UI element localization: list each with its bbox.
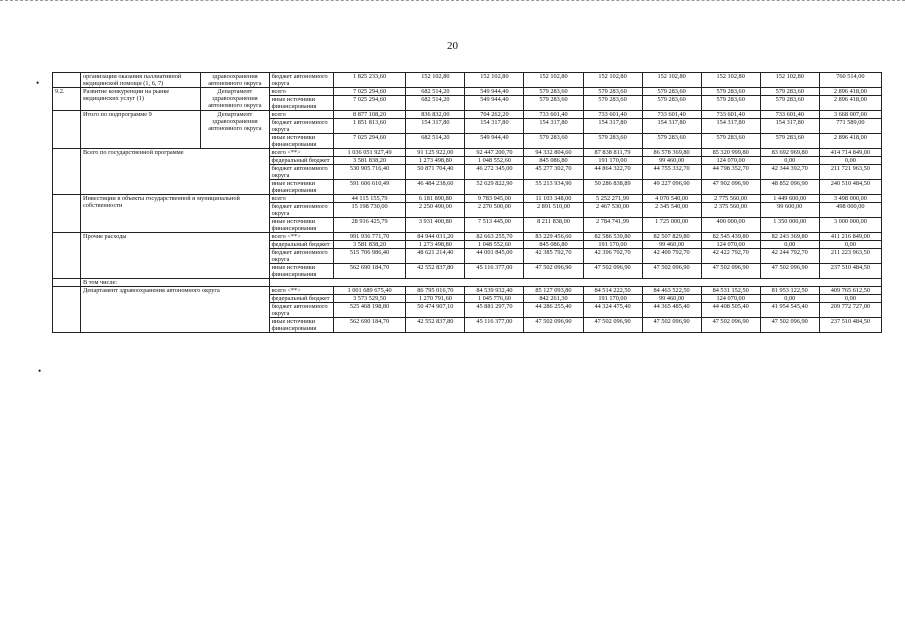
amount-cell: 579 283,60 xyxy=(524,134,583,149)
amount-cell: 2 345 540,00 xyxy=(642,203,701,218)
amount-cell: 191 170,00 xyxy=(583,295,642,303)
amount-cell: 154 317,80 xyxy=(583,119,642,134)
amount-cell: 50 286 838,89 xyxy=(583,180,642,195)
amount-cell: 44 755 332,70 xyxy=(642,165,701,180)
amount-cell: 579 283,60 xyxy=(642,96,701,111)
amount-cell: 55 213 934,90 xyxy=(524,180,583,195)
amount-cell: 414 714 849,00 xyxy=(819,149,881,157)
amount-cell: 0,00 xyxy=(819,157,881,165)
funding-source: иные источники финансирования xyxy=(269,180,333,195)
amount-cell: 1 048 552,60 xyxy=(465,241,524,249)
amount-cell: 1 350 000,00 xyxy=(760,218,819,233)
amount-cell: 42 396 792,70 xyxy=(583,249,642,264)
funding-source: федеральный бюджет xyxy=(269,241,333,249)
amount-cell: 47 502 096,90 xyxy=(524,264,583,279)
amount-cell: 530 905 716,40 xyxy=(333,165,406,180)
amount-cell: 2 250 490,00 xyxy=(406,203,465,218)
table-row xyxy=(53,149,882,157)
funding-source: бюджет автономного округа xyxy=(269,73,333,88)
amount-cell: 8 877 108,20 xyxy=(333,111,406,119)
amount-cell: 44 408 505,40 xyxy=(701,303,760,318)
amount-cell: 211 223 963,50 xyxy=(819,249,881,264)
amount-cell: 579 283,60 xyxy=(583,88,642,96)
amount-cell: 47 502 096,90 xyxy=(583,264,642,279)
row-executor: здравоохранения автономного округа xyxy=(201,73,269,88)
amount-cell: 1 825 233,60 xyxy=(333,73,406,88)
amount-cell: 2 896 418,00 xyxy=(819,134,881,149)
amount-cell: 46 272 345,00 xyxy=(465,165,524,180)
amount-cell: 86 795 016,70 xyxy=(406,287,465,295)
amount-cell: 1 001 689 675,40 xyxy=(333,287,406,295)
amount-cell: 82 586 539,80 xyxy=(583,233,642,241)
row-number xyxy=(53,111,81,149)
amount-cell: 579 283,60 xyxy=(583,134,642,149)
amount-cell: 42 344 392,70 xyxy=(760,165,819,180)
amount-cell: 154 317,80 xyxy=(406,119,465,134)
amount-cell: 2 891 510,00 xyxy=(524,203,583,218)
table-row xyxy=(53,88,882,96)
amount-cell: 83 229 456,60 xyxy=(524,233,583,241)
amount-cell: 84 514 222,50 xyxy=(583,287,642,295)
amount-cell: 84 539 932,40 xyxy=(465,287,524,295)
amount-cell: 579 283,60 xyxy=(701,134,760,149)
amount-cell: 99 600,00 xyxy=(760,203,819,218)
amount-cell: 124 070,00 xyxy=(701,241,760,249)
table-row xyxy=(53,73,882,88)
amount-cell: 1 048 552,60 xyxy=(465,157,524,165)
amount-cell: 44 365 485,40 xyxy=(642,303,701,318)
amount-cell: 48 852 096,90 xyxy=(760,180,819,195)
amount-cell: 47 502 096,90 xyxy=(701,318,760,333)
amount-cell: 191 170,00 xyxy=(583,241,642,249)
amount-cell: 99 460,00 xyxy=(642,241,701,249)
amount-cell: 94 332 804,60 xyxy=(524,149,583,157)
row-title: Итого по подпрограмме 9 xyxy=(80,111,200,149)
amount-cell: 99 460,00 xyxy=(642,295,701,303)
funding-source: иные источники финансирования xyxy=(269,134,333,149)
amount-cell: 154 317,80 xyxy=(760,119,819,134)
amount-cell: 733 601,40 xyxy=(760,111,819,119)
table-row xyxy=(53,233,882,241)
funding-source: иные источники финансирования xyxy=(269,96,333,111)
amount-cell: 47 502 096,90 xyxy=(642,318,701,333)
amount-cell: 152 102,80 xyxy=(642,73,701,88)
funding-source: бюджет автономного округа xyxy=(269,303,333,318)
amount-cell: 7 513 445,00 xyxy=(465,218,524,233)
amount-cell: 579 283,60 xyxy=(524,88,583,96)
amount-cell: 1 273 498,80 xyxy=(406,241,465,249)
amount-cell: 1 270 791,60 xyxy=(406,295,465,303)
amount-cell: 99 460,00 xyxy=(642,157,701,165)
amount-cell: 82 243 369,80 xyxy=(760,233,819,241)
amount-cell: 0,00 xyxy=(760,241,819,249)
amount-cell: 400 000,00 xyxy=(701,218,760,233)
amount-cell: 562 690 184,70 xyxy=(333,318,406,333)
amount-cell: 44 798 352,70 xyxy=(701,165,760,180)
amount-cell: 760 514,00 xyxy=(819,73,881,88)
amount-cell: 45 277 302,70 xyxy=(524,165,583,180)
amount-cell: 44 001 845,00 xyxy=(465,249,524,264)
amount-cell: 845 086,80 xyxy=(524,241,583,249)
funding-source: всего <**> xyxy=(269,149,333,157)
funding-source: всего xyxy=(269,88,333,96)
amount-cell: 549 944,40 xyxy=(465,88,524,96)
amount-cell: 515 706 986,40 xyxy=(333,249,406,264)
amount-cell: 47 502 096,90 xyxy=(701,264,760,279)
funding-source: иные источники финансирования xyxy=(269,218,333,233)
amount-cell: 237 510 484,50 xyxy=(819,318,881,333)
amount-cell: 85 320 999,80 xyxy=(701,149,760,157)
amount-cell: 579 283,60 xyxy=(701,96,760,111)
row-title: В том числе: xyxy=(80,279,269,287)
amount-cell: 0,00 xyxy=(760,295,819,303)
funding-source: федеральный бюджет xyxy=(269,157,333,165)
amount-cell: 0,00 xyxy=(819,295,881,303)
amount-cell: 191 170,00 xyxy=(583,157,642,165)
row-title: Развитие конкуренции на рынке медицинских услуг (1) xyxy=(80,88,200,111)
amount-cell: 3 581 838,20 xyxy=(333,241,406,249)
amount-cell: 44 115 155,79 xyxy=(333,195,406,203)
amount-cell: 2 270 500,00 xyxy=(465,203,524,218)
amount-cell: 211 721 963,50 xyxy=(819,165,881,180)
amount-cell: 44 324 475,40 xyxy=(583,303,642,318)
amount-cell: 2 375 560,00 xyxy=(701,203,760,218)
amount-cell: 3 498 000,00 xyxy=(819,195,881,203)
funding-source: всего <**> xyxy=(269,287,333,295)
amount-cell: 549 944,40 xyxy=(465,134,524,149)
amount-cell: 82 507 829,80 xyxy=(642,233,701,241)
row-filler xyxy=(269,279,881,287)
amount-cell: 1 045 776,60 xyxy=(465,295,524,303)
row-title: Всего по государственной программе xyxy=(80,149,269,195)
amount-cell: 2 896 418,00 xyxy=(819,88,881,96)
amount-cell: 42 385 792,70 xyxy=(524,249,583,264)
amount-cell: 152 102,80 xyxy=(465,73,524,88)
amount-cell: 42 409 792,70 xyxy=(642,249,701,264)
amount-cell: 525 468 198,80 xyxy=(333,303,406,318)
amount-cell: 124 070,00 xyxy=(701,295,760,303)
amount-cell: 50 474 907,10 xyxy=(406,303,465,318)
amount-cell: 579 283,60 xyxy=(642,88,701,96)
amount-cell: 411 216 849,00 xyxy=(819,233,881,241)
amount-cell: 82 663 255,70 xyxy=(465,233,524,241)
funding-source: всего xyxy=(269,195,333,203)
amount-cell: 49 227 096,90 xyxy=(642,180,701,195)
amount-cell: 1 036 051 927,49 xyxy=(333,149,406,157)
amount-cell: 124 070,00 xyxy=(701,157,760,165)
amount-cell: 47 902 096,90 xyxy=(701,180,760,195)
amount-cell: 579 283,60 xyxy=(760,134,819,149)
funding-source: бюджет автономного округа xyxy=(269,249,333,264)
amount-cell: 152 102,80 xyxy=(760,73,819,88)
row-number xyxy=(53,73,81,88)
amount-cell: 44 864 322,70 xyxy=(583,165,642,180)
amount-cell: 7 025 294,60 xyxy=(333,88,406,96)
row-title: организации оказания паллиативной медицинской помощи (1, 6, 7) xyxy=(80,73,200,88)
amount-cell: 682 514,20 xyxy=(406,88,465,96)
funding-source: федеральный бюджет xyxy=(269,295,333,303)
row-number: 9.2. xyxy=(53,88,81,111)
amount-cell: 152 102,80 xyxy=(406,73,465,88)
row-title: Прочие расходы xyxy=(80,233,269,279)
row-number xyxy=(53,195,81,233)
amount-cell: 579 283,60 xyxy=(760,88,819,96)
budget-table xyxy=(52,72,882,333)
amount-cell: 81 953 122,50 xyxy=(760,287,819,295)
funding-source: бюджет автономного округа xyxy=(269,119,333,134)
row-number xyxy=(53,287,81,333)
amount-cell: 1 449 600,00 xyxy=(760,195,819,203)
amount-cell: 498 000,00 xyxy=(819,203,881,218)
amount-cell: 1 851 813,60 xyxy=(333,119,406,134)
funding-source: иные источники финансирования xyxy=(269,264,333,279)
amount-cell: 579 283,60 xyxy=(642,134,701,149)
amount-cell: 991 936 771,70 xyxy=(333,233,406,241)
amount-cell: 9 783 945,00 xyxy=(465,195,524,203)
row-title: Инвестиции в объекты государственной и муниципальной собственности xyxy=(80,195,269,233)
amount-cell: 47 502 096,90 xyxy=(760,264,819,279)
funding-source: всего <**> xyxy=(269,233,333,241)
row-executor: Департамент здравоохранения автономного округа xyxy=(201,88,269,111)
amount-cell: 771 589,00 xyxy=(819,119,881,134)
amount-cell: 154 317,80 xyxy=(524,119,583,134)
amount-cell: 41 954 545,40 xyxy=(760,303,819,318)
amount-cell: 579 283,60 xyxy=(524,96,583,111)
amount-cell: 11 103 348,00 xyxy=(524,195,583,203)
amount-cell: 0,00 xyxy=(760,157,819,165)
amount-cell: 7 025 294,60 xyxy=(333,134,406,149)
amount-cell: 46 484 238,60 xyxy=(406,180,465,195)
amount-cell: 2 896 418,00 xyxy=(819,96,881,111)
amount-cell: 42 552 837,80 xyxy=(406,264,465,279)
amount-cell: 579 283,60 xyxy=(760,96,819,111)
amount-cell: 682 514,20 xyxy=(406,96,465,111)
amount-cell: 42 552 837,80 xyxy=(406,318,465,333)
amount-cell: 6 181 890,80 xyxy=(406,195,465,203)
amount-cell: 84 531 152,50 xyxy=(701,287,760,295)
amount-cell: 50 871 704,40 xyxy=(406,165,465,180)
amount-cell: 45 116 377,00 xyxy=(465,264,524,279)
amount-cell: 409 765 612,50 xyxy=(819,287,881,295)
funding-source: всего xyxy=(269,111,333,119)
table-row xyxy=(53,287,882,295)
amount-cell: 5 252 271,99 xyxy=(583,195,642,203)
amount-cell: 209 772 727,00 xyxy=(819,303,881,318)
amount-cell: 154 317,80 xyxy=(642,119,701,134)
amount-cell: 845 086,80 xyxy=(524,157,583,165)
amount-cell: 45 881 297,70 xyxy=(465,303,524,318)
amount-cell: 91 125 922,00 xyxy=(406,149,465,157)
amount-cell: 3 931 400,80 xyxy=(406,218,465,233)
table-row xyxy=(53,111,882,119)
amount-cell: 42 244 792,70 xyxy=(760,249,819,264)
amount-cell: 237 510 484,50 xyxy=(819,264,881,279)
amount-cell: 3 581 838,20 xyxy=(333,157,406,165)
amount-cell: 84 944 031,20 xyxy=(406,233,465,241)
amount-cell: 7 025 294,60 xyxy=(333,96,406,111)
amount-cell: 842 261,30 xyxy=(524,295,583,303)
amount-cell: 591 606 610,49 xyxy=(333,180,406,195)
amount-cell: 154 317,80 xyxy=(701,119,760,134)
amount-cell: 28 916 425,79 xyxy=(333,218,406,233)
amount-cell: 85 127 093,80 xyxy=(524,287,583,295)
amount-cell: 45 116 377,00 xyxy=(465,318,524,333)
amount-cell: 3 668 007,00 xyxy=(819,111,881,119)
amount-cell: 82 545 439,80 xyxy=(701,233,760,241)
amount-cell: 47 502 096,90 xyxy=(524,318,583,333)
amount-cell: 2 775 560,00 xyxy=(701,195,760,203)
amount-cell: 86 578 369,80 xyxy=(642,149,701,157)
amount-cell: 42 422 792,70 xyxy=(701,249,760,264)
amount-cell: 836 832,00 xyxy=(406,111,465,119)
amount-cell: 15 198 730,00 xyxy=(333,203,406,218)
row-number xyxy=(53,233,81,279)
amount-cell: 2 784 741,99 xyxy=(583,218,642,233)
amount-cell: 44 286 255,40 xyxy=(524,303,583,318)
amount-cell: 1 725 000,00 xyxy=(642,218,701,233)
row-executor: Департамент здравоохранения автономного округа xyxy=(201,111,269,149)
amount-cell: 47 502 096,90 xyxy=(583,318,642,333)
amount-cell: 3 573 529,50 xyxy=(333,295,406,303)
amount-cell: 682 514,20 xyxy=(406,134,465,149)
amount-cell: 1 273 498,80 xyxy=(406,157,465,165)
funding-source: бюджет автономного округа xyxy=(269,203,333,218)
page-number: 20 xyxy=(447,40,458,52)
amount-cell: 47 502 096,90 xyxy=(760,318,819,333)
row-title: Департамент здравоохранения автономного округа xyxy=(80,287,269,333)
scan-top-edge xyxy=(0,0,905,5)
amount-cell: 549 944,40 xyxy=(465,96,524,111)
amount-cell: 48 621 214,40 xyxy=(406,249,465,264)
amount-cell: 152 102,80 xyxy=(583,73,642,88)
amount-cell: 8 211 838,00 xyxy=(524,218,583,233)
funding-source: бюджет автономного округа xyxy=(269,165,333,180)
amount-cell: 3 000 000,00 xyxy=(819,218,881,233)
amount-cell: 87 838 811,79 xyxy=(583,149,642,157)
amount-cell: 733 601,40 xyxy=(642,111,701,119)
amount-cell: 47 502 096,90 xyxy=(642,264,701,279)
amount-cell: 704 262,20 xyxy=(465,111,524,119)
amount-cell: 579 283,60 xyxy=(583,96,642,111)
amount-cell: 92 447 200,70 xyxy=(465,149,524,157)
amount-cell: 83 692 969,80 xyxy=(760,149,819,157)
amount-cell: 152 102,80 xyxy=(524,73,583,88)
margin-mark: • xyxy=(38,366,42,376)
amount-cell: 562 690 184,70 xyxy=(333,264,406,279)
table-row xyxy=(53,195,882,203)
margin-mark: • xyxy=(36,78,40,88)
row-number xyxy=(53,149,81,195)
amount-cell: 733 601,40 xyxy=(524,111,583,119)
amount-cell: 733 601,40 xyxy=(701,111,760,119)
table-row xyxy=(53,279,882,287)
amount-cell: 52 629 822,90 xyxy=(465,180,524,195)
row-number xyxy=(53,279,81,287)
amount-cell: 579 283,60 xyxy=(701,88,760,96)
amount-cell: 4 070 540,00 xyxy=(642,195,701,203)
amount-cell: 240 510 484,50 xyxy=(819,180,881,195)
amount-cell: 0,00 xyxy=(819,241,881,249)
amount-cell: 152 102,80 xyxy=(701,73,760,88)
funding-source: иные источники финансирования xyxy=(269,318,333,333)
amount-cell: 2 467 530,00 xyxy=(583,203,642,218)
amount-cell: 84 463 522,50 xyxy=(642,287,701,295)
amount-cell: 733 601,40 xyxy=(583,111,642,119)
amount-cell: 154 317,80 xyxy=(465,119,524,134)
